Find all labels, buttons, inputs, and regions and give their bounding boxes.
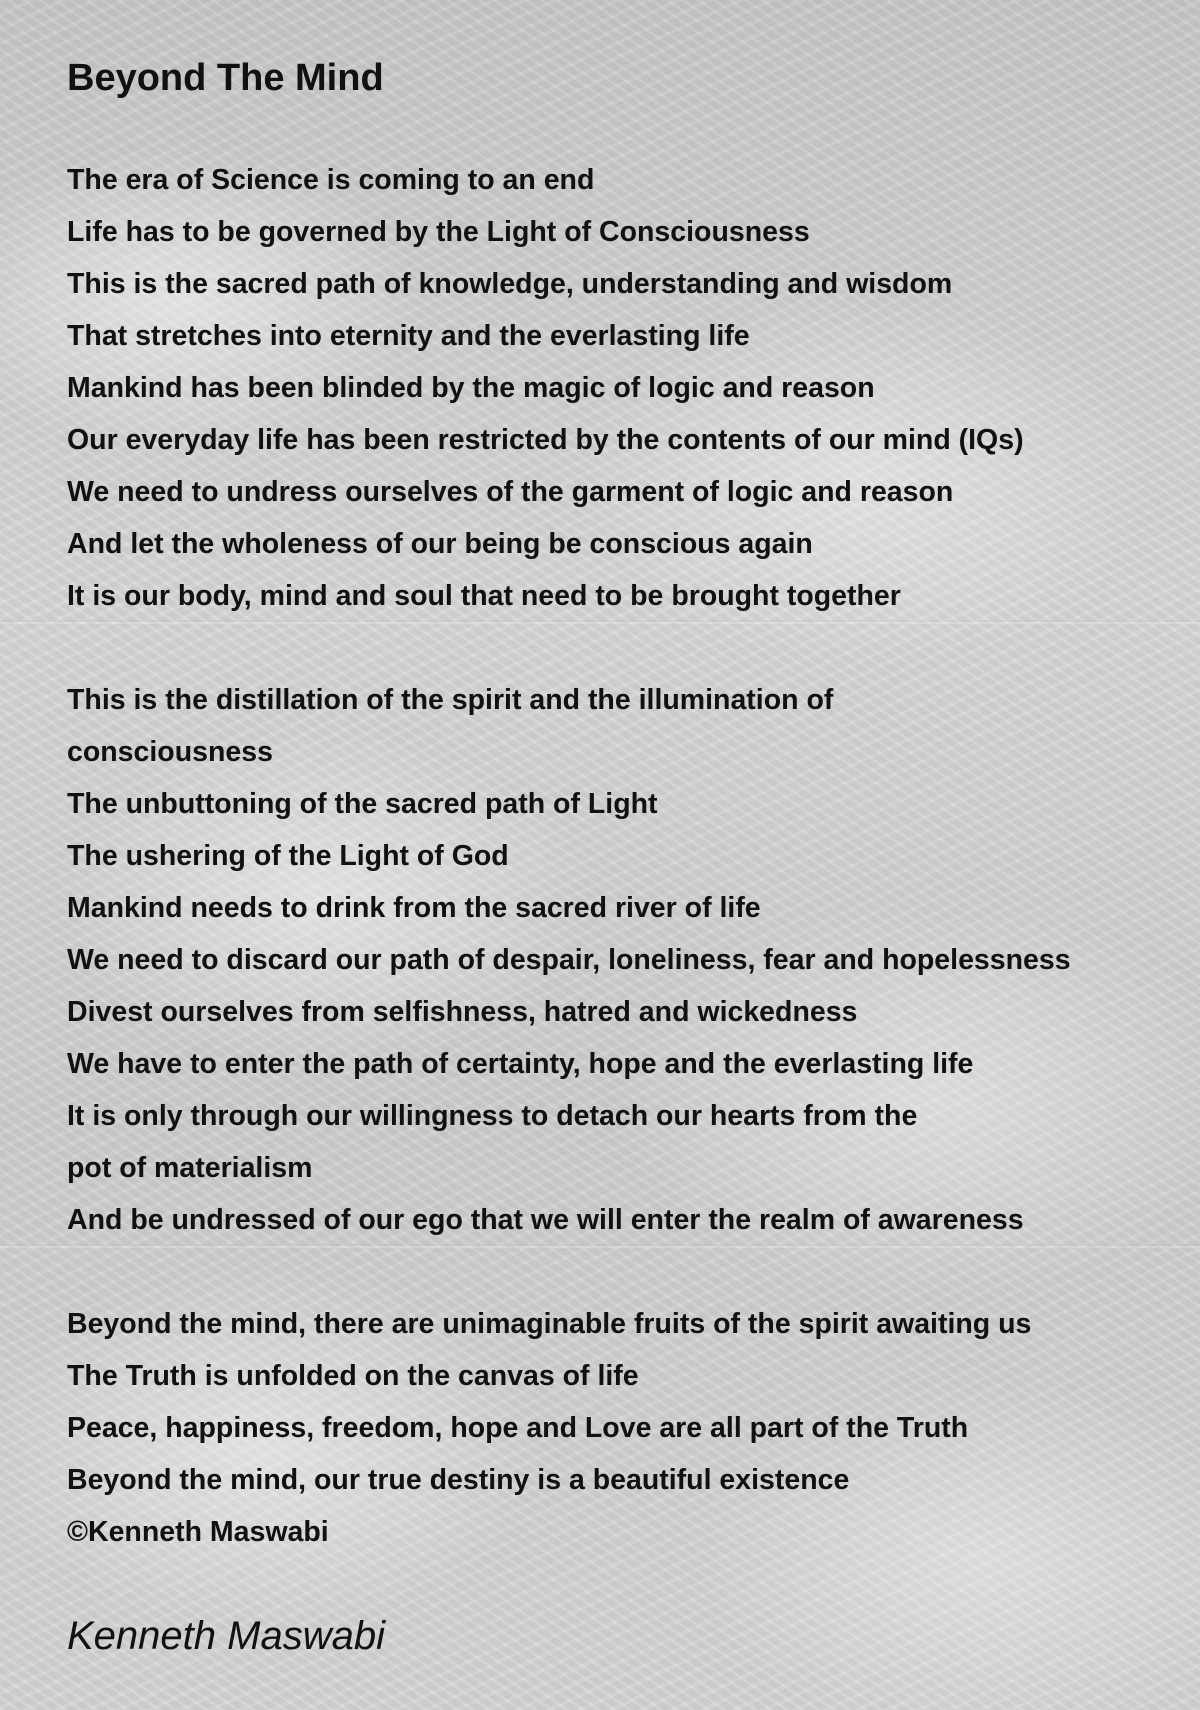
poem-line: The ushering of the Light of God: [67, 840, 509, 872]
poem-line: This is the sacred path of knowledge, understanding and wisdom: [67, 268, 953, 300]
poem-line: This is the distillation of the spirit and the illumination of: [67, 684, 834, 716]
poem-line: And be undressed of our ego that we will enter the realm of awareness: [67, 1204, 1024, 1236]
poem-line: We need to undress ourselves of the garment of logic and reason: [67, 476, 954, 508]
poem-line: It is only through our willingness to detach our hearts from the: [67, 1100, 918, 1132]
poem-line: Divest ourselves from selfishness, hatred and wickedness: [67, 996, 858, 1028]
poem-title: Beyond The Mind: [67, 57, 384, 99]
copyright-line: ©Kenneth Maswabi: [67, 1516, 329, 1548]
stanza-2: [67, 674, 1200, 1246]
poem-line: We need to discard our path of despair, loneliness, fear and hopelessness: [67, 944, 1071, 976]
poem-line: The Truth is unfolded on the canvas of life: [67, 1360, 639, 1392]
poem-line: Mankind needs to drink from the sacred river of life: [67, 892, 761, 924]
poem-line: Beyond the mind, there are unimaginable fruits of the spirit awaiting us: [67, 1308, 1032, 1340]
poem-line: Peace, happiness, freedom, hope and Love are all part of the Truth: [67, 1412, 969, 1444]
poem-line: Our everyday life has been restricted by the contents of our mind (IQs): [67, 424, 1024, 456]
stanza-1: [67, 154, 1200, 622]
poem-line: Beyond the mind, our true destiny is a beautiful existence: [67, 1464, 850, 1496]
author-name: Kenneth Maswabi: [67, 1614, 385, 1658]
poem-line: Life has to be governed by the Light of Consciousness: [67, 216, 810, 248]
poem-line: consciousness: [67, 736, 273, 768]
poem-line: It is our body, mind and soul that need to be brought together: [67, 580, 901, 612]
poem-line: The era of Science is coming to an end: [67, 164, 595, 196]
poem-line: pot of materialism: [67, 1152, 313, 1184]
poem-line: And let the wholeness of our being be conscious again: [67, 528, 813, 560]
poem-line: That stretches into eternity and the everlasting life: [67, 320, 750, 352]
poem-line: The unbuttoning of the sacred path of Light: [67, 788, 658, 820]
poem-body: [67, 48, 1200, 1610]
poem-line: Mankind has been blinded by the magic of logic and reason: [67, 372, 875, 404]
poem-line: We have to enter the path of certainty, hope and the everlasting life: [67, 1048, 974, 1080]
stanza-3: [67, 1298, 1200, 1558]
